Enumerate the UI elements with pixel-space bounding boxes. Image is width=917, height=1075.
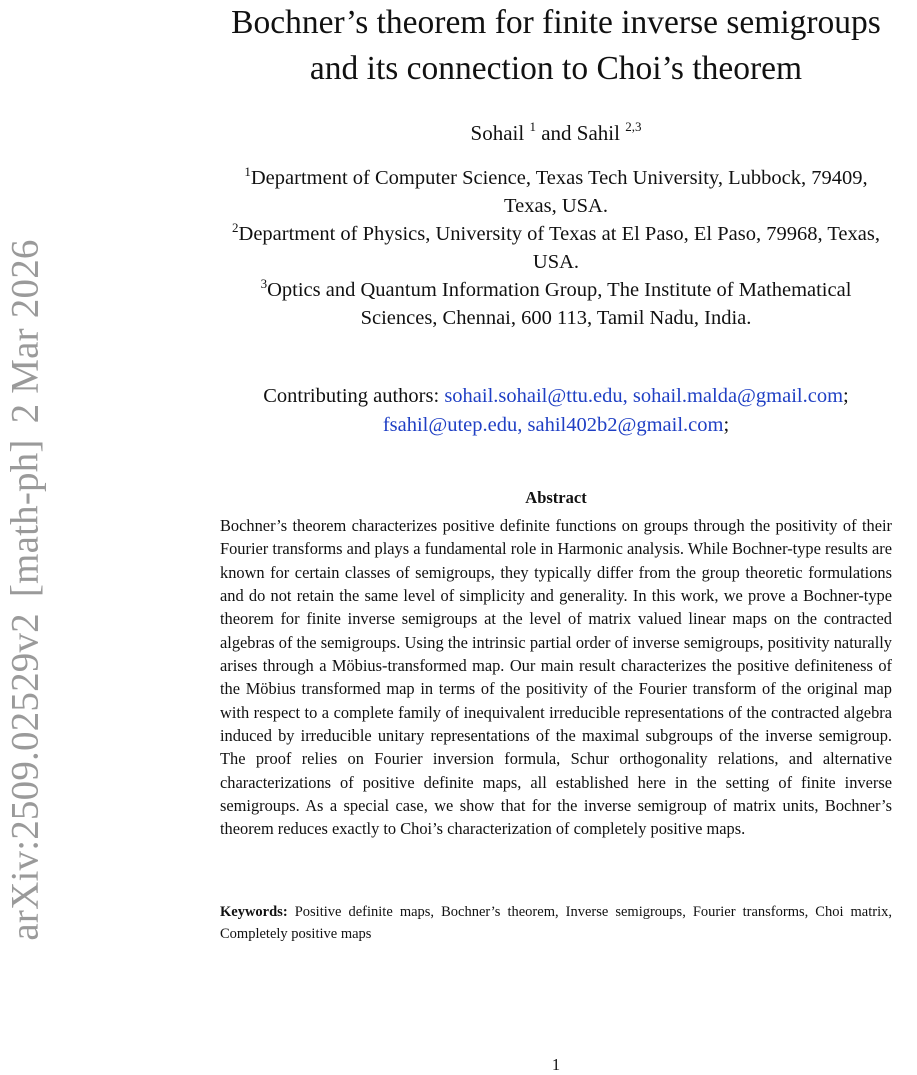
- affiliation-mark: 2: [232, 220, 239, 235]
- keywords-text: Positive definite maps, Bochner’s theorem, Inverse semigroups, Fourier transforms, Choi matrix, Completely positive maps: [220, 904, 892, 942]
- affiliation-text-continued: Texas, USA.: [504, 195, 608, 217]
- author-name: Sohail: [470, 121, 525, 145]
- affiliation-text: Optics and Quantum Information Group, The Institute of Mathematical: [267, 279, 852, 301]
- arxiv-identifier-stamp: [3, 239, 48, 940]
- author-affiliation-mark: 1: [529, 119, 536, 134]
- email-separator: ;: [723, 413, 730, 436]
- keywords: [220, 902, 892, 945]
- arxiv-id[interactable]: arXiv:2509.02529v2: [3, 613, 47, 941]
- affiliation-mark: 3: [260, 276, 268, 291]
- abstract-text: Bochner’s theorem characterizes positive definite functions on groups through the positivity of their Fourier transforms and plays a fundamental role in Harmonic analysis. While Bochner-type results are known for certain classes of semigroups, they typically differ from the group theoretic formulations and do not retain the same level of simplicity and generality. In this work, we prove a Bochner-type theorem for finite inverse semigroups at the level of matrix valued linear maps on the contracted algebras of the semigroups. Using the intrinsic partial order of inverse semigroups, positivity naturally arises through a Möbius-transformed map. Our main result characterizes the positive definiteness of the Möbius transformed map in terms of the positivity of the Fourier transform of the original map with respect to a complete family of inequivalent irreducible representations of the contracted algebra induced by irreducible unitary representations of the maximal subgroups of the inverse semigroup. The proof relies on Fourier inversion formula, Schur orthogonality relations, and alternative characterizations of positive definite maps, all established here in the setting of finite inverse semigroups. As a special case, we show that for the inverse semigroup of matrix units, Bochner’s theorem reduces exactly to Choi’s characterization of completely positive maps.: [220, 516, 892, 839]
- contributing-authors: [195, 382, 917, 439]
- arxiv-date: 2 Mar 2026: [3, 239, 47, 424]
- affiliation-text: Department of Physics, University of Texas at El Paso, El Paso, 79968, Texas,: [238, 223, 880, 245]
- page-number: 1: [551, 1055, 561, 1074]
- keywords-label: Keywords:: [220, 904, 288, 920]
- email-separator: ;: [843, 385, 849, 407]
- arxiv-category: [math-ph]: [3, 439, 47, 598]
- affiliation-text-continued: Sciences, Chennai, 600 113, Tamil Nadu, India.: [360, 307, 752, 329]
- title-line-2: and its connection to Choi’s theorem: [309, 50, 803, 87]
- email-links-line-2[interactable]: fsahil@utep.edu, sahil402b2@gmail.com: [382, 413, 724, 436]
- title-line-1: Bochner’s theorem for finite inverse semigroups: [231, 4, 881, 41]
- affiliation-2: [195, 220, 917, 276]
- affiliation-1: [195, 164, 917, 220]
- author-list: [195, 118, 917, 148]
- paper-title: [195, 0, 917, 92]
- author-affiliation-mark: 2,3: [625, 119, 642, 134]
- affiliation-3: [195, 276, 917, 332]
- affiliation-mark: 1: [244, 164, 251, 179]
- abstract-heading: Abstract: [525, 488, 587, 507]
- authors-joiner: and: [541, 121, 572, 145]
- contributing-label: Contributing authors:: [263, 385, 440, 407]
- author-name: Sahil: [576, 121, 620, 145]
- affiliation-text: Department of Computer Science, Texas Tech University, Lubbock, 79409,: [250, 167, 868, 189]
- email-links-line-1[interactable]: sohail.sohail@ttu.edu, sohail.malda@gmail.com: [444, 385, 844, 407]
- affiliation-text-continued: USA.: [532, 251, 580, 273]
